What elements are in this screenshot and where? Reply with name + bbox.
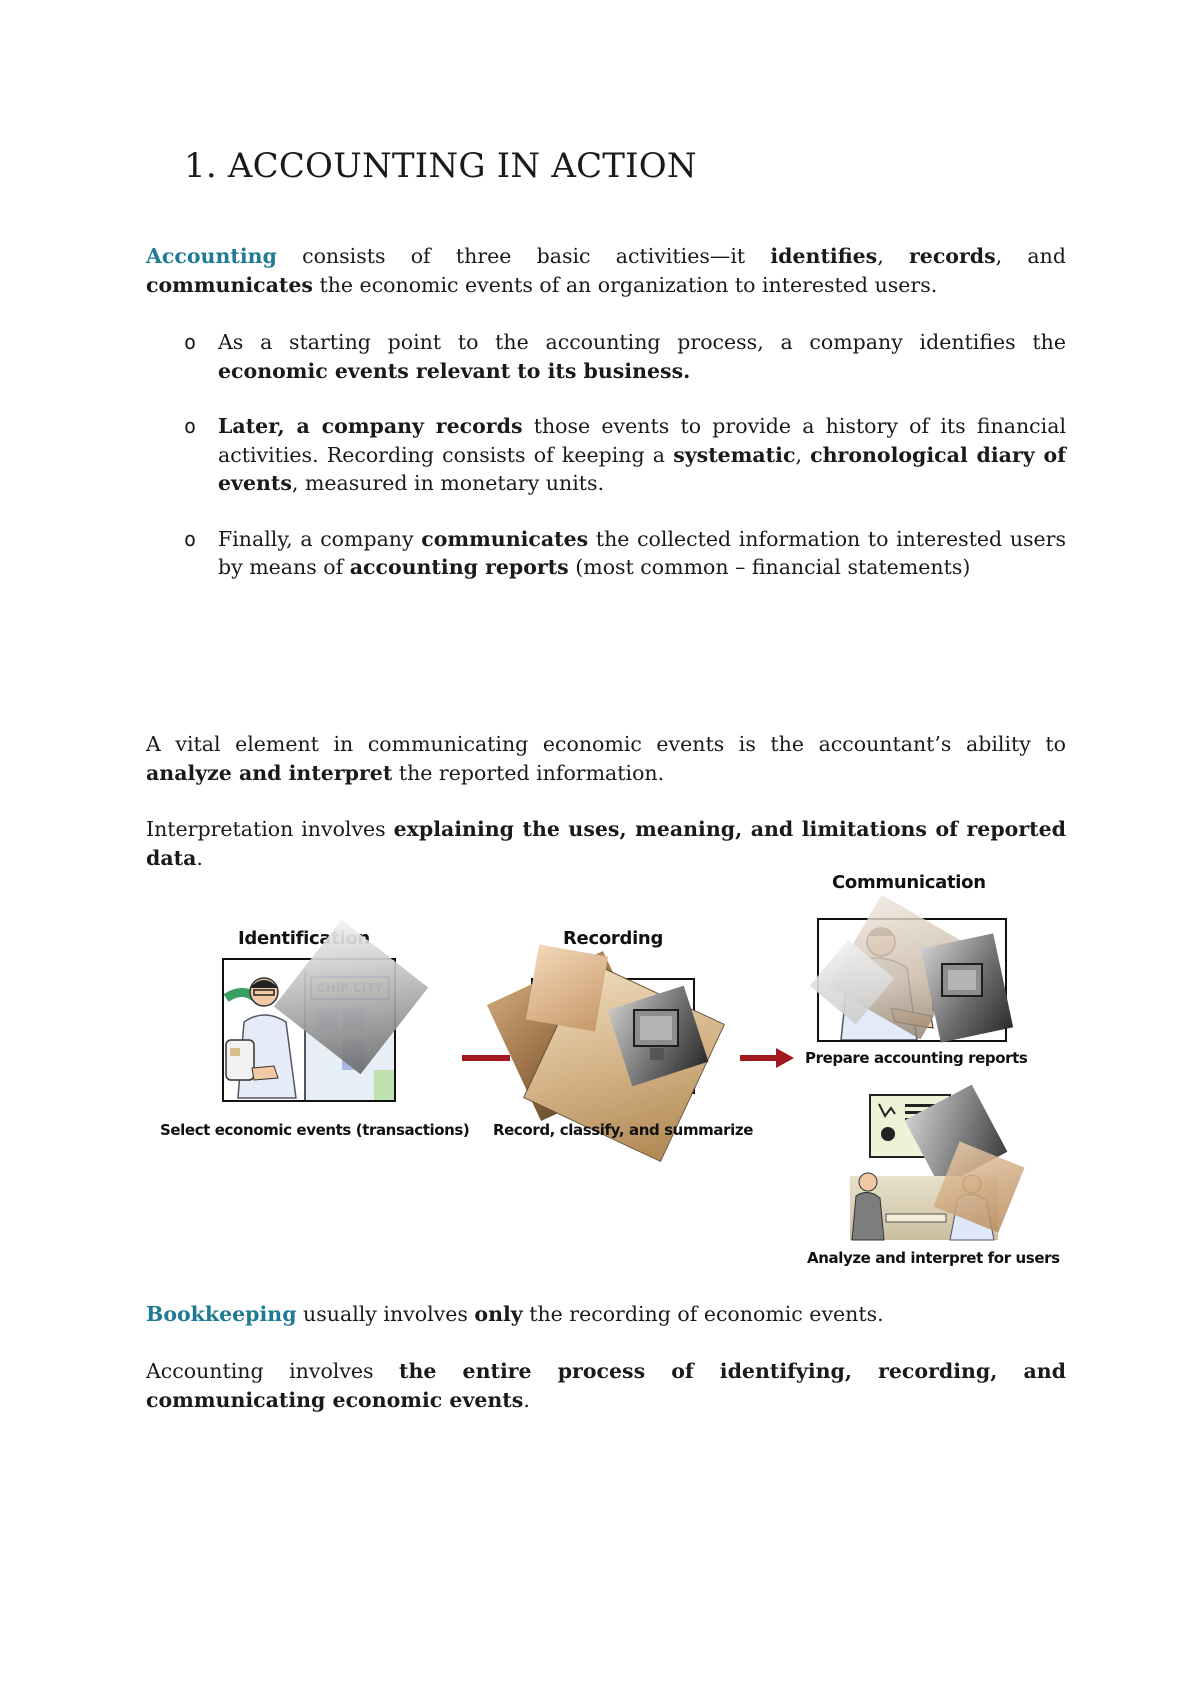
arrow-head-icon <box>776 1048 794 1068</box>
bullet-item-identify <box>146 328 1066 385</box>
identification-caption: Select economic events (transactions) <box>160 1121 470 1139</box>
term-bookkeeping: Bookkeeping <box>146 1302 297 1326</box>
text-run: , and <box>995 244 1066 268</box>
identification-heading: Identification <box>238 928 370 949</box>
bullet-marker: o <box>184 414 197 438</box>
computer-monitor-icon <box>936 958 994 1016</box>
accounting-process-paragraph <box>146 1357 1066 1414</box>
bold-run: analyze and interpret <box>146 760 393 785</box>
text-run: A vital element in communicating economic events is the accountant’s ability to <box>146 732 1066 756</box>
bold-run: accounting reports <box>349 555 569 579</box>
text-run: , <box>795 442 811 467</box>
text-run: usually involves <box>296 1302 475 1326</box>
bold-run: explaining the uses, meaning, and limitations of reported data <box>146 817 1066 870</box>
shrub <box>374 1070 396 1100</box>
bold-run: Later, a company records <box>218 414 523 438</box>
text-run: Interpretation involves <box>146 817 394 841</box>
text-run: As a starting point to the accounting process, a company identifies the <box>218 330 1066 354</box>
text-run: the collected information to interested users by means of <box>218 526 1067 579</box>
intro-paragraph <box>146 242 1066 299</box>
bold-run: records <box>908 244 996 268</box>
bold-run: communicates <box>421 526 589 551</box>
text-run: consists of three basic activities—it <box>276 244 771 268</box>
text-run: . <box>196 845 203 870</box>
bullet-item-communicate <box>146 525 1066 582</box>
term-accounting: Accounting <box>146 244 277 268</box>
bold-run: communicates <box>146 272 313 297</box>
flow-arrow <box>462 1055 510 1061</box>
text-run: Accounting involves <box>146 1359 400 1383</box>
text-run: , <box>877 244 909 268</box>
text-run: . <box>523 1387 530 1412</box>
bullet-list <box>146 328 1066 582</box>
text-run: those events to provide a history of its financial activities. Recording consists of keeping a <box>218 414 1066 467</box>
computer-monitor-icon <box>626 1004 692 1070</box>
bullet-marker: o <box>184 330 197 354</box>
text-run: the recording of economic events. <box>522 1302 884 1326</box>
bold-run: the entire process of identifying, recording, and communicating economic events <box>146 1359 1066 1412</box>
bold-run: chronological diary of events <box>218 442 1066 495</box>
recording-caption: Record, classify, and summarize <box>493 1121 753 1139</box>
analyze-interpret-caption: Analyze and interpret for users <box>807 1249 1060 1267</box>
bullet-marker: o <box>184 526 197 551</box>
bold-run: identifies <box>770 244 878 268</box>
prepare-reports-caption: Prepare accounting reports <box>805 1049 1028 1067</box>
text-run: the economic events of an organization to interested users. <box>312 272 938 297</box>
bookkeeping-paragraph <box>146 1300 1066 1329</box>
bold-run: only <box>474 1302 523 1326</box>
text-run: Finally, a company <box>218 526 422 551</box>
page-title: 1. ACCOUNTING IN ACTION <box>184 146 697 186</box>
bullet-item-record <box>146 412 1066 498</box>
overlay-tile <box>526 944 608 1031</box>
bold-run: systematic <box>673 442 796 467</box>
text-run: the reported information. <box>392 760 665 785</box>
communication-heading: Communication <box>832 872 986 893</box>
interpretation-paragraph <box>146 815 1066 872</box>
text-run: , measured in monetary units. <box>291 471 605 495</box>
bold-run: economic events relevant to its business. <box>218 358 691 383</box>
recording-heading: Recording <box>563 928 664 949</box>
text-run: (most common – financial statements) <box>568 555 971 579</box>
vital-paragraph <box>146 730 1066 787</box>
flow-arrow <box>740 1055 776 1061</box>
